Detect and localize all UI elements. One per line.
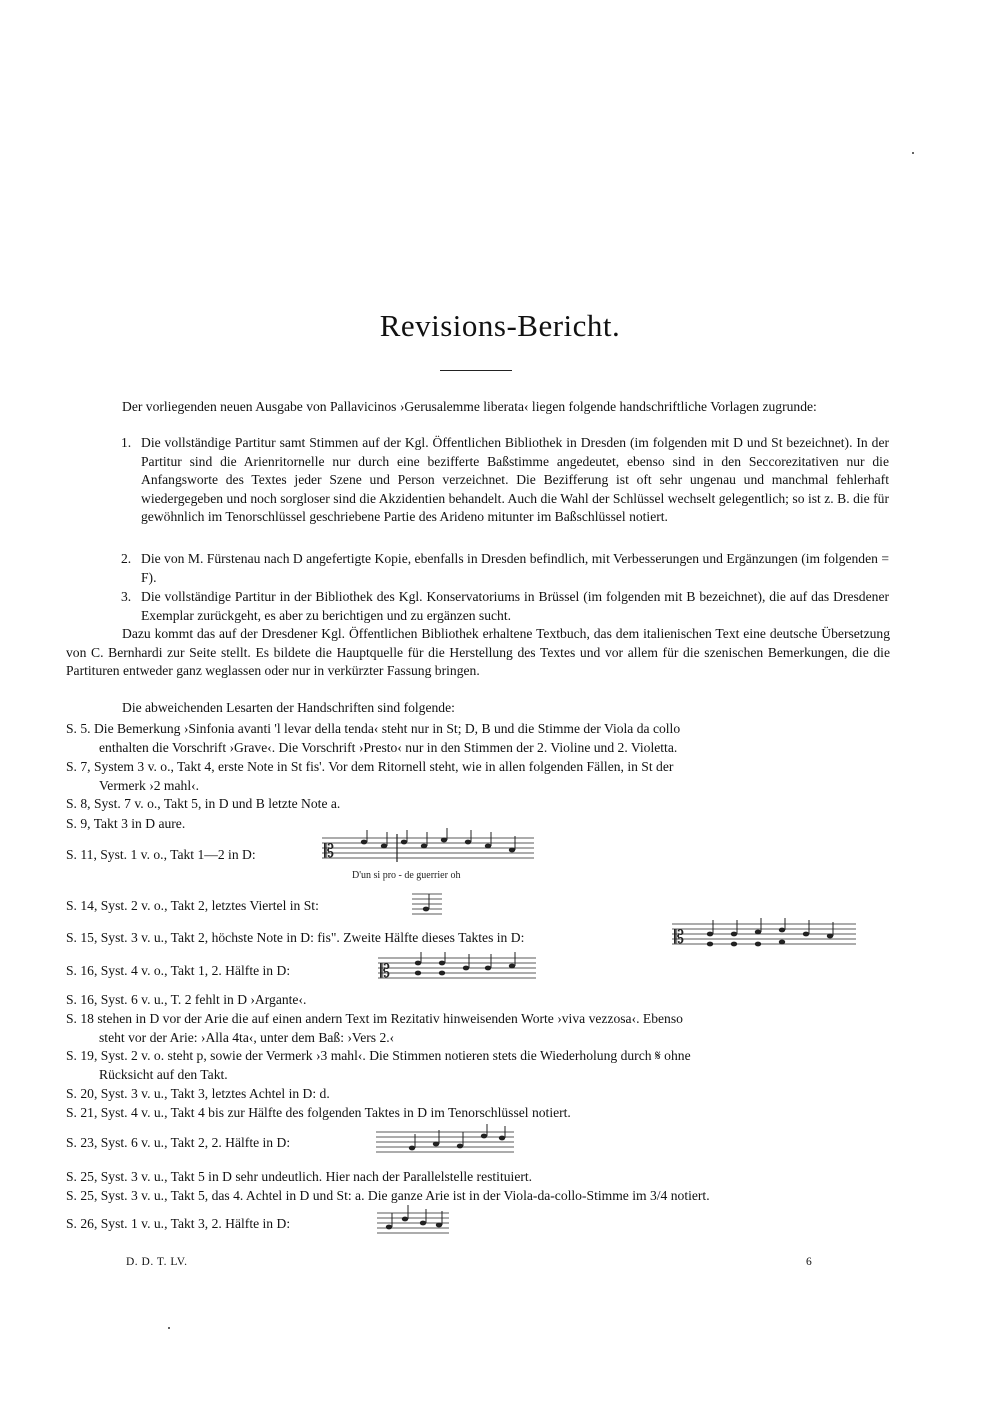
intro-paragraph: Der vorliegenden neuen Ausgabe von Pallavicinos ›Gerusalemme liberata‹ liegen folgende handschriftliche Vorlagen zugrunde: [122,399,817,414]
entry-s21: S. 21, Syst. 4 v. u., Takt 4 bis zur Hälfte des folgenden Taktes in D im Tenorschlüssel notiert. [66,1105,571,1120]
svg-text:𝄡: 𝄡 [324,841,335,862]
entry-ref: S. 7, [66,759,91,774]
source-item-3 [121,588,889,625]
entry-s25a: S. 25, Syst. 3 v. u., Takt 5 in D sehr undeutlich. Hier nach der Parallelstelle restituiert. [66,1169,533,1184]
entry-s26: S. 26, Syst. 1 v. u., Takt 3, 2. Hälfte in D: [66,1216,291,1231]
entry-s15: S. 15, Syst. 3 v. u., Takt 2, höchste Note in D: fis". Zweite Hälfte dieses Taktes in D: [66,930,525,945]
music-example-s26 [377,1205,451,1245]
source-item-1 [121,434,889,527]
scan-speck [168,1327,170,1329]
entry-s11: S. 11, Syst. 1 v. o., Takt 1—2 in D: [66,847,256,862]
music-example-s11 [322,830,537,886]
page-title: Revisions-Bericht. [379,308,621,343]
source-number: 3. [121,589,132,604]
entry-continuation: Rücksicht auf den Takt. [99,1066,228,1082]
entry-s7 [66,758,890,795]
entry-continuation: enthalten die Vorschrift ›Grave‹. Die Vorschrift ›Presto‹ nur in den Stimmen der 2. Violine und 2. Violetta. [99,739,678,755]
music-lyrics: D'un si pro - de guerrier oh [352,870,461,881]
music-example-s16 [378,950,538,990]
source-item-2 [121,550,889,587]
entry-text: stehen in D vor der Arie die auf einen andern Text im Rezitativ hinweisenden Worte ›viva vezzosa‹. Ebenso [97,1011,683,1026]
title-rule [440,370,512,371]
source-number: 1. [121,435,132,450]
entry-s16a: S. 16, Syst. 4 v. o., Takt 1, 2. Hälfte in D: [66,963,291,978]
entry-s9: S. 9, Takt 3 in D aure. [66,816,186,831]
entry-s20: S. 20, Syst. 3 v. u., Takt 3, letztes Achtel in D: d. [66,1086,330,1101]
music-example-s14 [412,888,444,920]
svg-text:𝄡: 𝄡 [674,927,685,948]
entry-s23: S. 23, Syst. 6 v. u., Takt 2, 2. Hälfte in D: [66,1135,291,1150]
music-example-s23 [376,1124,516,1164]
entry-ref: S. 5. [66,721,91,736]
entry-text: Die Bemerkung ›Sinfonia avanti 'l levar della tenda‹ steht nur in St; D, B und die Stimme der Viola da collo [93,721,681,736]
source-number: 2. [121,551,132,566]
entry-s14: S. 14, Syst. 2 v. o., Takt 2, letztes Viertel in St: [66,898,319,913]
footer-series: D. D. T. LV. [126,1256,188,1268]
entry-s19 [66,1047,890,1084]
scan-speck [912,152,914,154]
entry-s16b: S. 16, Syst. 6 v. u., T. 2 fehlt in D ›Argante‹. [66,992,307,1007]
entry-ref: S. 18 [66,1011,94,1026]
variants-heading: Die abweichenden Lesarten der Handschriften sind folgende: [122,700,455,715]
entry-continuation: steht vor der Arie: ›Alla 4ta‹, unter dem Baß: ›Vers 2.‹ [99,1029,395,1045]
entry-s5 [66,720,890,757]
entry-text: Syst. 2 v. o. steht p, sowie der Vermerk ›3 mahl‹. Die Stimmen notieren stets die Wiederholung durch 𝄋 ohne [100,1048,691,1063]
svg-text:𝄡: 𝄡 [380,961,391,982]
textbook-paragraph: Dazu kommt das auf der Dresdener Kgl. Öffentlichen Bibliothek erhaltene Textbuch, das dem italienischen Text eine deutsche Übersetzung von C. Bernhardi zur Seite stellt. Es bildete die Hauptquelle für die Herstellung des Textes und vor allem für die szenischen Bemerkungen, die die Partituren entweder ganz weglassen oder nur in verkürzter Fassung bringen. [66,626,890,678]
footer-page-number: 6 [806,1256,813,1268]
entry-s18 [66,1010,890,1047]
source-text: Die von M. Fürstenau nach D angefertigte Kopie, ebenfalls in Dresden befindlich, mit Verbesserungen und Ergänzungen (im folgenden = F). [141,551,889,585]
music-example-s15 [672,916,858,956]
entry-continuation: Vermerk ›2 mahl‹. [99,777,200,793]
source-text: Die vollständige Partitur samt Stimmen auf der Kgl. Öffentlichen Bibliothek in Dresden (im folgenden mit D und St bezeichnet). In der Partitur sind die Arienritornelle nur durch eine bezifferte Baßstimme angedeutet, ebenso sind in den Seccorezitativen nur die Anfangsworte des Textes jeder Szene und Person verzeichnet. Die Bezifferung ist oft sehr ungenau und manchmal fehlerhaft wiedergegeben und noch sorgloser sind die Akzidentien behandelt. Auch die Wahl der Schlüssel wechselt gelegentlich; so ist z. B. die für gewöhnlich im Tenorschlüssel geschriebene Partie des Arideno mitunter im Baßschlüssel notiert. [141,435,889,524]
entry-s8: S. 8, Syst. 7 v. o., Takt 5, in D und B letzte Note a. [66,796,341,811]
entry-text: System 3 v. o., Takt 4, erste Note in St fis'. Vor dem Ritornell steht, wie in allen folgenden Fällen, in St der [93,759,674,774]
entry-s25b: S. 25, Syst. 3 v. u., Takt 5, das 4. Achtel in D und St: a. Die ganze Arie ist in der Viola-da-collo-Stimme im 3/4 notiert. [66,1188,710,1203]
source-text: Die vollständige Partitur in der Bibliothek des Kgl. Konservatoriums in Brüssel (im folgenden mit B bezeichnet), die auf das Dresdener Exemplar zurückgeht, es aber zu berichtigen und zu ergänzen sucht. [141,589,889,623]
entry-ref: S. 19, [66,1048,98,1063]
